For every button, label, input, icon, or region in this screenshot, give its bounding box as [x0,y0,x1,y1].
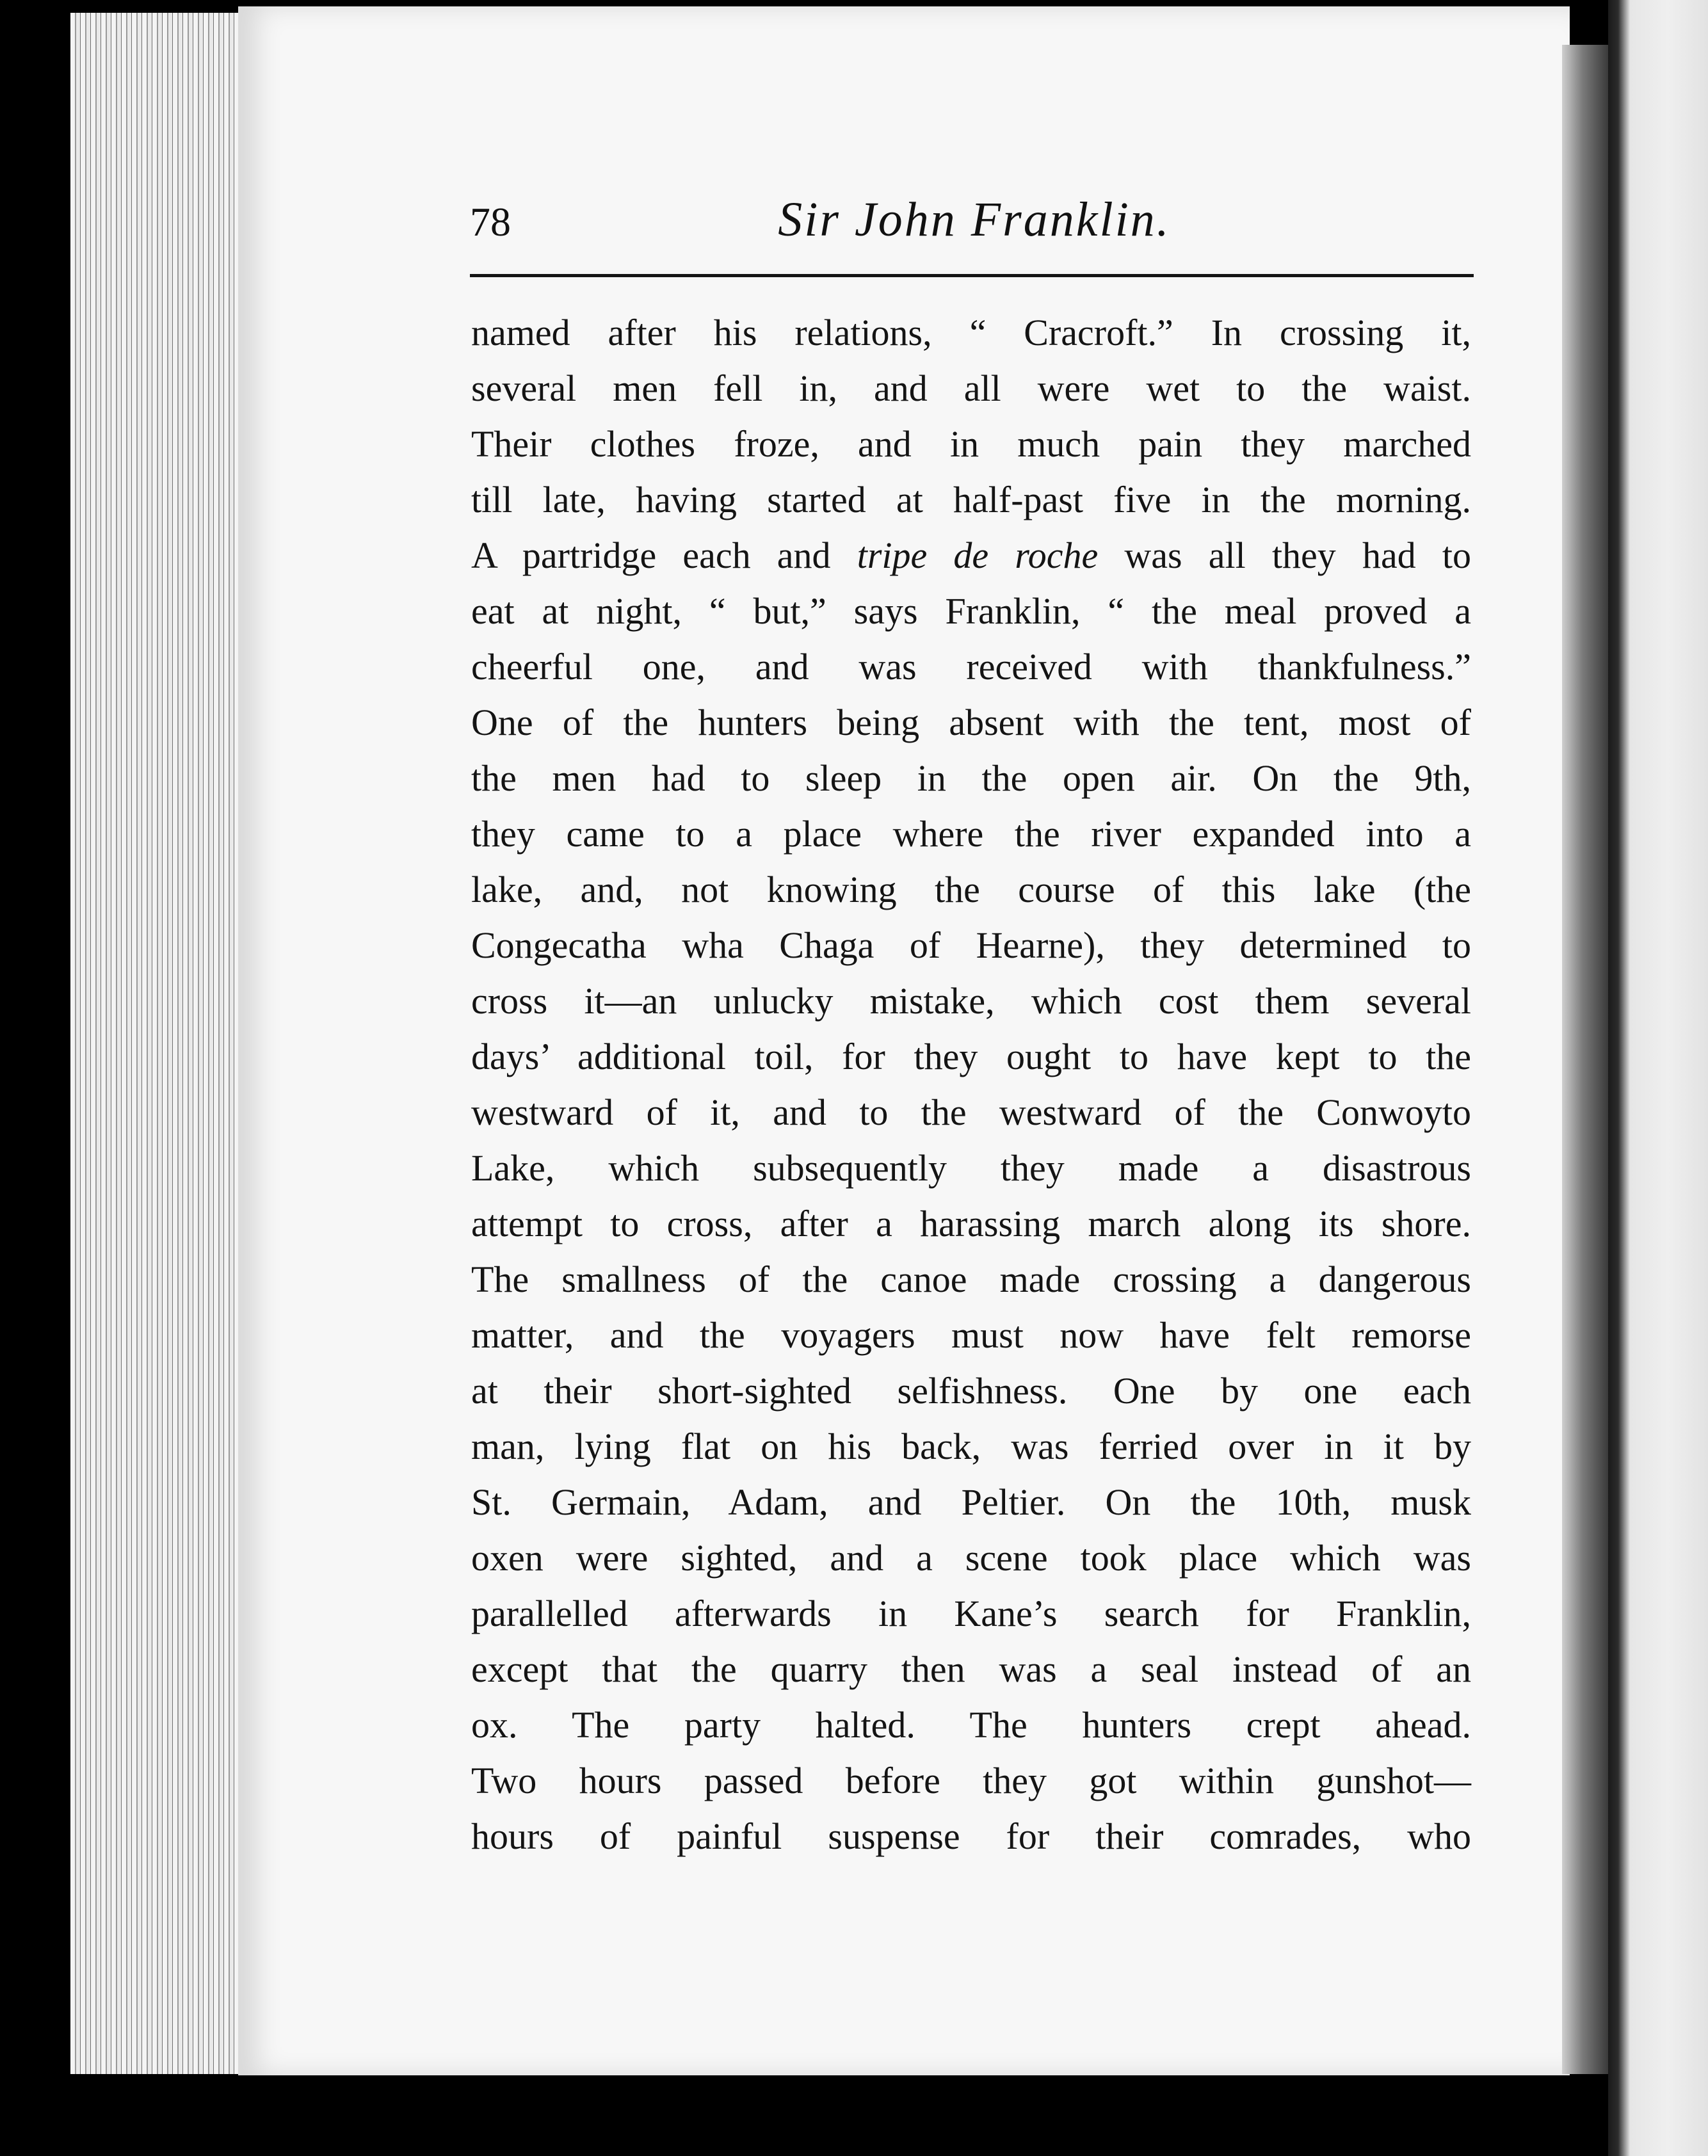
text-line: eat at night, “ but,” says Franklin, “ the meal proved a [471,590,1471,632]
text-line [471,527,1471,583]
text-line: cross it—an unlucky mistake, which cost them several [471,980,1471,1022]
body-text [471,305,1471,1864]
text-line: the men had to sleep in the open air. On the 9th, [471,757,1471,799]
text-line: Congecatha wha Chaga of Hearne), they determined to [471,924,1471,966]
text-line: several men fell in, and all were wet to the waist. [471,367,1471,409]
text-line: The smallness of the canoe made crossing a dangerous [471,1259,1471,1300]
text-line: cheerful one, and was received with thankfulness.” [471,646,1471,688]
text-line: Lake, which subsequently they made a disastrous [471,1147,1471,1189]
text-segment: was all they had to [1098,535,1471,576]
text-line: ox. The party halted. The hunters crept ahead. [471,1704,1471,1746]
text-line: St. Germain, Adam, and Peltier. On the 10th, musk [471,1481,1471,1523]
text-line: they came to a place where the river expanded into a [471,813,1471,855]
running-title: Sir John Franklin. [778,193,1171,246]
page-edges [70,13,243,2074]
text-line: man, lying flat on his back, was ferried over in it by [471,1426,1471,1467]
text-line: at their short-sighted selfishness. One by one each [471,1370,1471,1412]
text-line: Two hours passed before they got within gunshot— [471,1760,1471,1801]
text-line: parallelled afterwards in Kane’s search for Franklin, [471,1593,1471,1634]
text-line: One of the hunters being absent with the tent, most of [471,702,1471,743]
facing-page-edge [1608,0,1708,2156]
text-line: matter, and the voyagers must now have felt remorse [471,1314,1471,1356]
running-header [470,192,1479,262]
header-rule [470,274,1474,277]
page-number: 78 [470,199,511,245]
text-line: oxen were sighted, and a scene took place which was [471,1537,1471,1579]
text-line: except that the quarry then was a seal instead of an [471,1648,1471,1690]
text-line: lake, and, not knowing the course of this lake (the [471,869,1471,910]
text-line: attempt to cross, after a harassing march along its shore. [471,1203,1471,1244]
italic-phrase: tripe de roche [857,535,1099,576]
text-line: hours of painful suspense for their comrades, who [471,1815,1471,1857]
text-line: named after his relations, “ Cracroft.” In crossing it, [471,312,1471,353]
text-line: days’ additional toil, for they ought to have kept to the [471,1036,1471,1077]
text-segment: A partridge each and [471,535,857,576]
text-line: Their clothes froze, and in much pain they marched [471,423,1471,465]
text-line: westward of it, and to the westward of the Conwoyto [471,1091,1471,1133]
text-line: till late, having started at half-past five in the morning. [471,479,1471,520]
binding-gutter [1562,45,1608,2074]
